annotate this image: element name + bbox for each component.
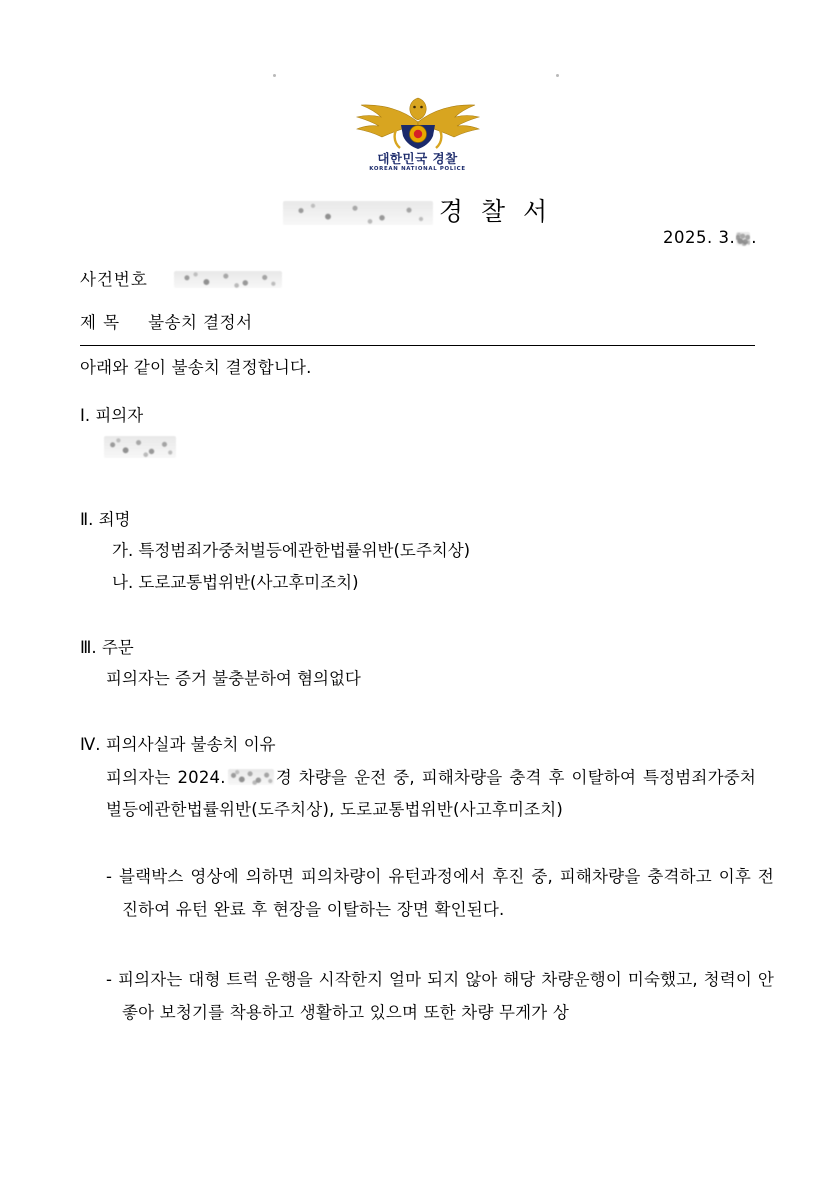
section-2-line-b: 나. 도로교통법위반(사고후미조치)	[112, 573, 359, 592]
redaction-block-title	[283, 201, 433, 225]
document-date-period: .	[751, 228, 757, 247]
section-heading-2: Ⅱ. 죄명	[80, 510, 131, 529]
subject-field	[80, 309, 253, 333]
section-3-line: 피의자는 증거 불충분하여 혐의없다	[106, 669, 361, 688]
horizontal-divider	[80, 345, 755, 346]
redaction-block-date-time	[228, 769, 274, 785]
redaction-block-case-number	[174, 271, 282, 288]
emblem-block	[0, 92, 835, 178]
section-4-bullet-2: - 피의자는 대형 트럭 운행을 시작한지 얼마 되지 않아 해당 차량운행이 미숙했고, 청력이 안 좋아 보청기를 착용하고 생활하고 있으며 또한 차량 무게가 상	[106, 970, 774, 1022]
section-heading-4: Ⅳ. 피의사실과 불송치 이유	[80, 735, 276, 754]
redaction-block-suspect-name	[104, 436, 176, 458]
intro-text: 아래와 같이 불송치 결정합니다.	[80, 358, 312, 377]
police-emblem-icon	[343, 92, 493, 178]
section-4-bullet-1: - 블랙박스 영상에 의하면 피의차량이 유턴과정에서 후진 중, 피해차량을 충격하고 이후 전진하여 유턴 완료 후 현장을 이탈하는 장면 확인된다.	[106, 867, 774, 919]
redaction-block-date	[736, 232, 750, 246]
subject-value: 불송치 결정서	[148, 313, 253, 332]
page-speck	[273, 74, 276, 77]
section-heading-3: Ⅲ. 주문	[80, 638, 134, 657]
page-title-text: 경 찰 서	[438, 197, 553, 226]
document-date	[663, 228, 757, 247]
page-speck	[556, 74, 559, 77]
document-date-text: 2025. 3.	[663, 228, 736, 247]
emblem-text-ko: 대한민국 경찰	[377, 151, 458, 166]
case-number-field	[80, 266, 282, 290]
emblem-text-en: KOREAN NATIONAL POLICE	[369, 166, 466, 173]
subject-label: 제 목	[80, 313, 121, 332]
page-title	[0, 192, 835, 228]
section-4-paragraph	[106, 762, 756, 826]
section-4-paragraph-suffix: 경 차량을 운전 중, 피해차량을 충격 후 이탈하여 특정범죄가중처벌등에관한법률위반(도주치상), 도로교통법위반(사고후미조치)	[106, 768, 756, 820]
case-number-label: 사건번호	[80, 270, 148, 289]
section-heading-1: Ⅰ. 피의자	[80, 406, 144, 425]
section-2-line-a: 가. 특정범죄가중처벌등에관한법률위반(도주치상)	[112, 541, 471, 560]
section-4-paragraph-prefix: 피의자는 2024.	[106, 768, 226, 787]
